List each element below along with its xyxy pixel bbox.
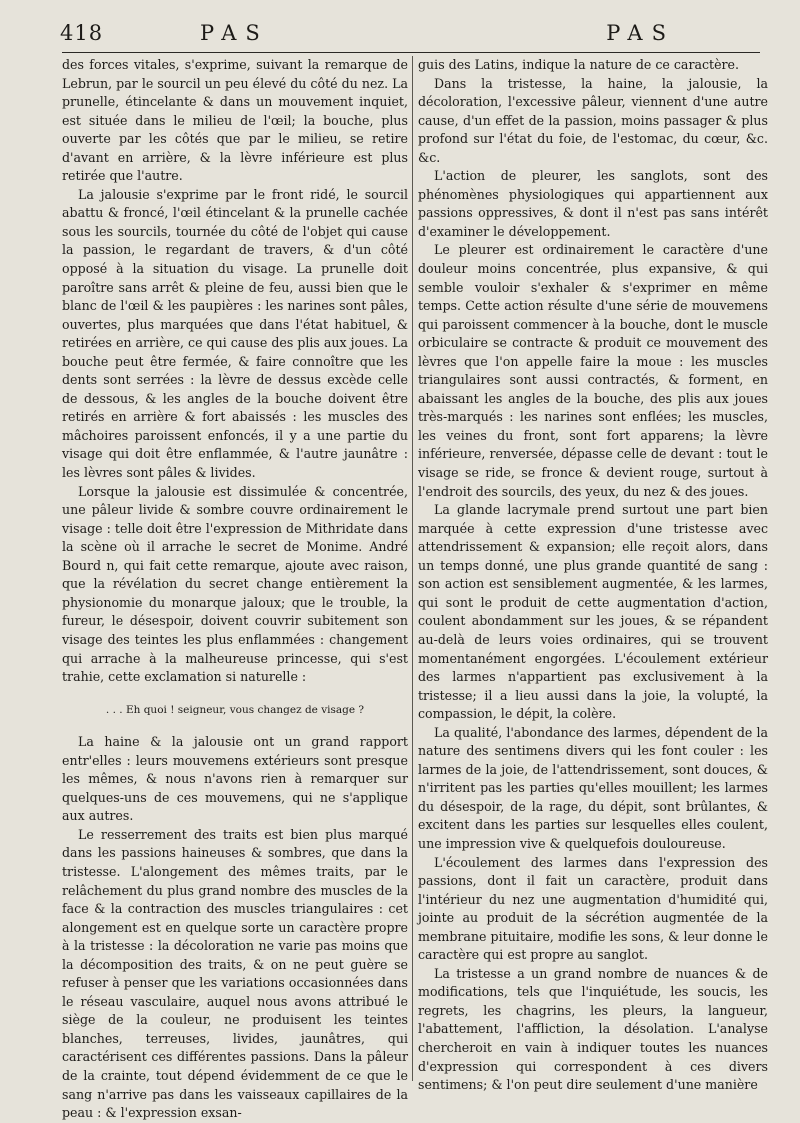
paragraph: L'écoulement des larmes dans l'expression des passions, dont il fait un caractère, produit dans l'intérieur du nez une augmentation d'humidité qui, jointe au produit de la sécrétion augmentée de la membrane pituitaire, modifie les sons, & leur donne le caractère qui est propre au sanglot. <box>418 854 768 963</box>
running-title-left: PAS <box>200 21 269 45</box>
paragraph: des forces vitales, s'exprime, suivant la remarque de Lebrun, par le sourcil un peu élevé du côté du nez. La prunelle, étincelante & dans un mouvement inquiet, est située dans le milieu de l'œil; la bouche, plus ouverte par les côtés que par le milieu, se retire d'avant en arrière, & la lèvre inférieure est plus retirée que l'autre. <box>62 57 408 184</box>
running-header <box>60 16 765 50</box>
paragraph: Le pleurer est ordinairement le caractère d'une douleur moins concentrée, plus expansive, & qui semble vouloir s'exhaler & s'exprimer en même temps. Cette action résulte d'une série de mouvemens qui paroissent commencer à la bouche, dont le muscle orbiculaire se contracte & produit ce mouvement des lèvres que l'on appelle faire la moue : les muscles triangulaires sont aussi contractés, & forment, en abaissant les angles de la bouche, des plis aux joues très-marqués : les narines sont enflées; les muscles, les veines du front, sont fort apparens; la lèvre inférieure, renversée, dépasse celle de devant : tout le visage se ride, se fronce & devient rouge, surtout à l'endroit des sourcils, des yeux, du nez & des joues. <box>418 242 768 499</box>
left-column <box>62 56 408 1123</box>
paragraph: Le resserrement des traits est bien plus marqué dans les passions haineuses & sombres, que dans la tristesse. L'alongement des mêmes traits, par le relâchement du plus grand nombre des muscles de la face & la contraction des muscles triangulaires : cet alongement est en quelque sorte un caractère propre à la tristesse : la décoloration ne varie pas moins que la décomposition des traits, & on ne peut guère se refuser à penser que les variations occasionnées dans le réseau vasculaire, auquel nous avons attribué le siège de la couleur, ne produisent les teintes blanches, terreuses, livides, jaunâtres, qui caractérisent ces différentes passions. Dans la pâleur de la crainte, tout dépend évidemment de ce que le sang n'arrive pas dans les vaisseaux capillaires de la peau : & l'expression exsan- <box>62 826 408 1121</box>
paragraph: L'action de pleurer, les sanglots, sont des phénomènes physiologiques qui appartiennent aux passions oppressives, & dont il n'est pas sans intérêt d'examiner le développement. <box>418 168 768 239</box>
paragraph: La qualité, l'abondance des larmes, dépendent de la nature des sentimens divers qui les font couler : les larmes de la joie, de l'attendrissement, sont douces, & n'irritent pas les parties qu'elles mouillent; les larmes du désespoir, de la rage, du dépit, sont brûlantes, & excitent dans les parties sur lesquelles elles coulent, une impression vive & quelquefois douloureuse. <box>418 724 768 851</box>
right-column <box>418 56 768 1095</box>
paragraph: La haine & la jalousie ont un grand rapport entr'elles : leurs mouvemens extérieurs sont presque les mêmes, & nous n'avons rien à remarquer sur quelques-uns de ces mouvemens, qui ne s'applique aux autres. <box>62 734 408 824</box>
paragraph: La glande lacrymale prend surtout une part bien marquée à cette expression d'une tristesse avec attendrissement & expansion; elle reçoit alors, dans un temps donné, une plus grande quantité de sang : son action est sensiblement augmentée, & les larmes, qui sont le produit de cette augmentation d'action, coulent abondamment sur les joues, & se répandent au-delà de leurs voies ordinaires, qui se trouvent momentanément engorgées. L'écoulement extérieur des larmes n'appartient pas exclusivement à la tristesse; il a lieu aussi dans la joie, la volupté, la compassion, le dépit, la colère. <box>418 502 768 722</box>
column-divider <box>412 56 413 1081</box>
paragraph: La jalousie s'exprime par le front ridé, le sourcil abattu & froncé, l'œil étincelant & la prunelle cachée sous les sourcils, tournée du côté de l'objet qui cause la passion, le regardant de travers, & d'un côté opposé à la situation du visage. La prunelle doit paroître sans arrêt & pleine de feu, aussi bien que le blanc de l'œil & les paupières : les narines sont pâles, ouvertes, plus marquées que dans l'état habituel, & retirées en arrière, ce qui cause des plis aux joues. La bouche peut être fermée, & faire connoître que les dents sont serrées : la lèvre de dessus excède celle de dessous, & les angles de la bouche doivent être retirés en arrière & fort abaissés : les muscles des mâchoires paroissent enfoncés, il y a une partie du visage qui doit être enflammée, & l'autre jaunâtre : les lèvres sont pâles & livides. <box>62 186 409 481</box>
verse-quotation: . . . Eh quoi ! seigneur, vous changez de visage ? <box>105 703 365 716</box>
paragraph: Lorsque la jalousie est dissimulée & concentrée, une pâleur livide & sombre couvre ordinairement le visage : telle doit être l'expression de Mithridate dans la scène où il arrache le secret de Monime. André Bourd n, qui fait cette remarque, ajoute avec raison, que la révélation du secret change entièrement la physionomie du monarque jaloux; que le trouble, la fureur, le désespoir, doivent couvrir subitement son visage des teintes les plus enflammées : changement qui arrache à la malheureuse princesse, qui s'est trahie, cette exclamation si naturelle : <box>62 483 408 685</box>
paragraph: guis des Latins, indique la nature de ce caractère. <box>418 57 740 72</box>
header-rule <box>62 52 760 53</box>
page-number: 418 <box>60 21 104 45</box>
paragraph: Dans la tristesse, la haine, la jalousie, la décoloration, l'excessive pâleur, viennent d'une autre cause, d'un effet de la passion, moins passager & plus profond sur l'état du foie, de l'estomac, du cœur, &c. &c. <box>418 75 768 165</box>
paragraph: La tristesse a un grand nombre de nuances & de modifications, tels que l'inquiétude, les soucis, les regrets, les chagrins, les pleurs, la langueur, l'abattement, l'affliction, la désolation. L'analyse chercheroit en vain à indiquer toutes les nuances d'expression qui correspondent à ces divers sentimens; & l'on peut dire seulement d'une manière <box>418 965 768 1093</box>
running-title-right: PAS <box>606 21 675 45</box>
